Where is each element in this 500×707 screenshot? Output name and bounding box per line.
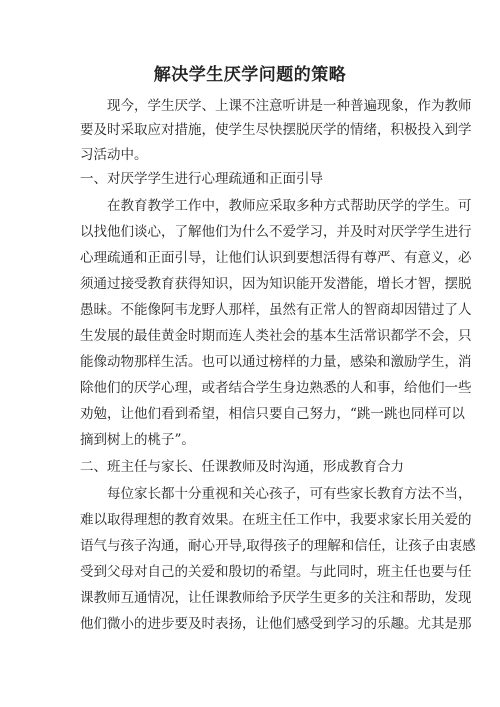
section-heading-1: 一、对厌学学生进行心理疏通和正面引导 xyxy=(80,171,323,187)
paragraph-line: 语气与孩子沟通，耐心开导,取得孩子的理解和信任，让孩子由衷感 xyxy=(80,538,476,554)
paragraph-line: 要及时采取应对措施，使学生尽快摆脱厌学的情绪，积极投入到学 xyxy=(80,122,472,138)
paragraph-line: 生发展的最佳黄金时期而连人类社会的基本生活常识都学不会，只 xyxy=(80,328,472,344)
paragraph-line: 摘到树上的桃子”。 xyxy=(80,432,195,448)
paragraph-line: 现今，学生厌学、上课不注意听讲是一种普遍现象，作为教师 xyxy=(107,98,472,114)
paragraph-line: 在教育教学工作中，教师应采取多种方式帮助厌学的学生。可 xyxy=(107,198,472,214)
document-title: 解决学生厌学问题的策略 xyxy=(153,65,347,85)
paragraph-line: 除他们的厌学心理，或者结合学生身边熟悉的人和事，给他们一些 xyxy=(80,380,472,396)
paragraph-line: 受到父母对自己的关爱和殷切的希望。与此同时，班主任也要与任 xyxy=(80,564,472,580)
paragraph-line: 以找他们谈心，了解他们为什么不爱学习，并及时对厌学学生进行 xyxy=(80,224,472,240)
paragraph-line: 劝勉，让他们看到希望，相信只要自己努力，“跳一跳也同样可以 xyxy=(80,406,465,422)
paragraph-line: 课教师互通情况，让任课教师给予厌学生更多的关注和帮助，发现 xyxy=(80,590,472,606)
paragraph-line: 心理疏通和正面引导，让他们认识到要想活得有尊严、有意义，必 xyxy=(80,250,472,266)
paragraph-line: 他们微小的进步要及时表扬，让他们感受到学习的乐趣。尤其是那 xyxy=(80,616,472,632)
paragraph-line: 习活动中。 xyxy=(80,147,148,163)
paragraph-line: 难以取得理想的教育效果。在班主任工作中，我要求家长用关爱的 xyxy=(80,512,472,528)
paragraph-line: 每位家长都十分重视和关心孩子，可有些家长教育方法不当， xyxy=(107,486,472,502)
paragraph-line: 须通过接受教育获得知识，因为知识能开发潜能，增长才智，摆脱 xyxy=(80,276,472,292)
paragraph-line: 愚昧。不能像阿韦龙野人那样，虽然有正常人的智商却因错过了人 xyxy=(80,302,472,318)
paragraph-line: 能像动物那样生活。也可以通过榜样的力量，感染和激励学生，消 xyxy=(80,354,472,370)
section-heading-2: 二、班主任与家长、任课教师及时沟通，形成教育合力 xyxy=(80,459,404,475)
